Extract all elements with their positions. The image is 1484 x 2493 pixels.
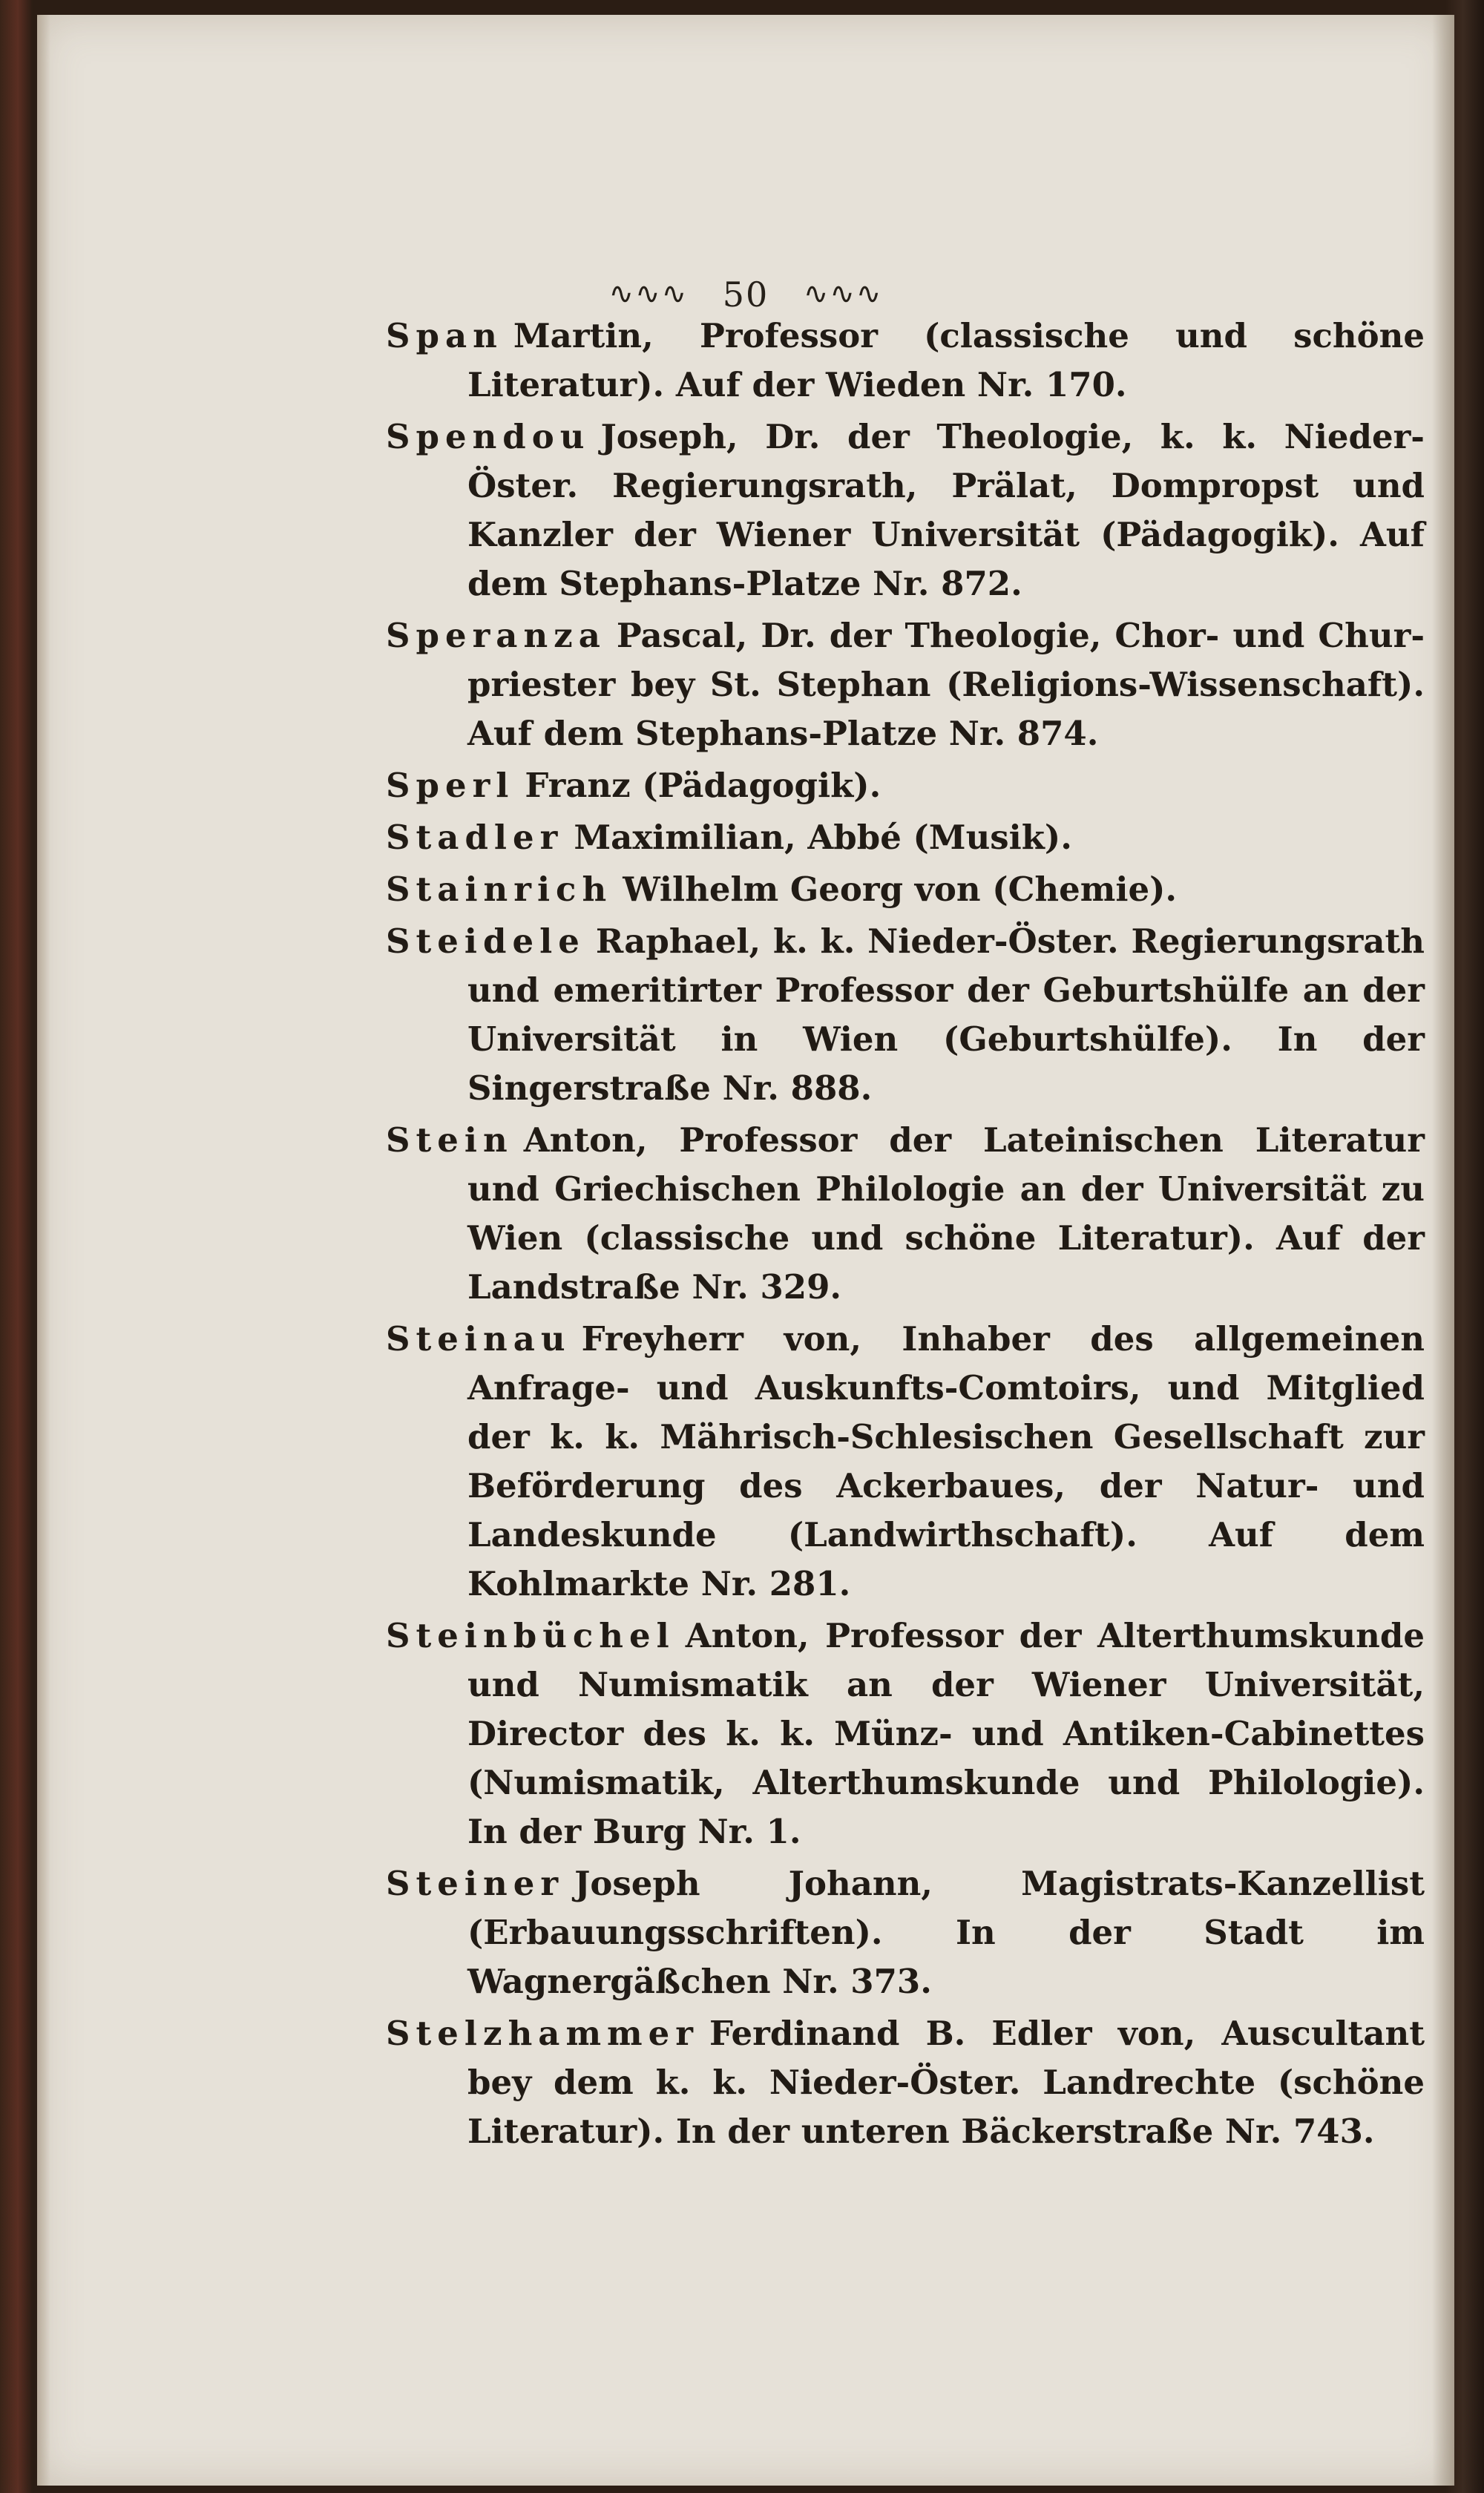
entry-surname: Steinau (386, 1319, 571, 1359)
entry-surname: Speranza (386, 616, 606, 655)
entry-description: Anton, Professor der Lateinischen Literatur und Griechischen Philologie an der Universität zu Wien (classische und schöne Literatur). Auf der Landstraße Nr. 329. (467, 1120, 1425, 1307)
entry-stainrich (386, 865, 1425, 914)
entry-surname: Stainrich (386, 870, 613, 909)
entry-surname: Stein (386, 1120, 513, 1160)
entry-surname: Sperl (386, 766, 515, 805)
entry-stadler (386, 813, 1425, 862)
entry-list (386, 312, 1425, 2159)
ornament-left: ∿∿∿ (608, 277, 689, 311)
entry-description: Anton, Professor der Alterthumskunde und Numismatik an der Wiener Universität, Director des k. k. Münz- und Antiken-Cabinettes (Numismatik, Alterthumskunde und Philologie). In der Burg Nr. 1. (467, 1616, 1425, 1851)
entry-text-wrapper (386, 611, 1425, 758)
entry-surname: Steidele (386, 922, 585, 961)
entry-description: Maximilian, Abbé (Musik). (574, 818, 1072, 857)
entry-text-wrapper (386, 312, 1425, 410)
entry-steiner (386, 1859, 1425, 2006)
page-number: 50 (722, 275, 769, 315)
entry-speranza (386, 611, 1425, 758)
entry-text-wrapper (386, 2009, 1425, 2156)
entry-steidele (386, 917, 1425, 1113)
entry-steinbuechel (386, 1612, 1425, 1856)
entry-span (386, 312, 1425, 410)
entry-text-wrapper (386, 1612, 1425, 1856)
entry-sperl (386, 761, 1425, 810)
entry-surname: Steinbüchel (386, 1616, 675, 1655)
entry-text-wrapper (386, 1116, 1425, 1312)
entry-stein (386, 1116, 1425, 1312)
entry-surname: Stelzhammer (386, 2014, 700, 2053)
entry-text-wrapper (386, 1859, 1425, 2006)
entry-steinau (386, 1315, 1425, 1609)
page-shadow-left (37, 15, 50, 2486)
entry-surname: Steiner (386, 1864, 565, 1903)
entry-text-wrapper (386, 813, 1425, 862)
entry-surname: Span (386, 316, 503, 355)
entry-description: Wilhelm Georg von (Chemie). (623, 870, 1178, 909)
entry-description: Franz (Pädagogik). (525, 766, 881, 805)
entry-description: Martin, Professor (classische und schöne Literatur). Auf der Wieden Nr. 170. (467, 316, 1425, 404)
entry-surname: Stadler (386, 818, 564, 857)
entry-description: Joseph Johann, Magistrats-Kanzellist (Erbauungsschriften). In der Stadt im Wagnergäßchen Nr. 373. (467, 1864, 1425, 2001)
entry-spendou (386, 413, 1425, 608)
entry-text-wrapper (386, 865, 1425, 914)
entry-surname: Spendou (386, 417, 591, 456)
page-header (37, 275, 1454, 315)
entry-text-wrapper (386, 761, 1425, 810)
page-shadow-right (1432, 15, 1454, 2486)
entry-description: Joseph, Dr. der Theologie, k. k. Nieder-Öster. Regierungsrath, Prälat, Dompropst und Kanzler der Wiener Universität (Pädagogik). Auf dem Stephans-Platze Nr. 872. (467, 417, 1425, 603)
entry-text-wrapper (386, 917, 1425, 1113)
entry-description: Raphael, k. k. Nieder-Öster. Regierungsrath und emeritirter Professor der Geburtshülfe an der Universität in Wien (Geburtshülfe). In der Singerstraße Nr. 888. (467, 922, 1425, 1108)
entry-stelzhammer (386, 2009, 1425, 2156)
entry-text-wrapper (386, 413, 1425, 608)
entry-text-wrapper (386, 1315, 1425, 1609)
ornament-right: ∿∿∿ (803, 277, 883, 311)
entry-description: Freyherr von, Inhaber des allgemeinen Anfrage- und Auskunfts-Comtoirs, und Mitglied der k. k. Mährisch-Schlesischen Gesellschaft zur Beförderung des Ackerbaues, der Natur- und Landeskunde (Landwirthschaft). Auf dem Kohlmarkte Nr. 281. (467, 1319, 1425, 1603)
entry-description: Ferdinand B. Edler von, Auscultant bey dem k. k. Nieder-Öster. Landrechte (schöne Literatur). In der unteren Bäckerstraße Nr. 743. (467, 2014, 1425, 2151)
entry-description: Pascal, Dr. der Theologie, Chor- und Chur-priester bey St. Stephan (Religions-Wissenschaft). Auf dem Stephans-Platze Nr. 874. (467, 616, 1425, 753)
